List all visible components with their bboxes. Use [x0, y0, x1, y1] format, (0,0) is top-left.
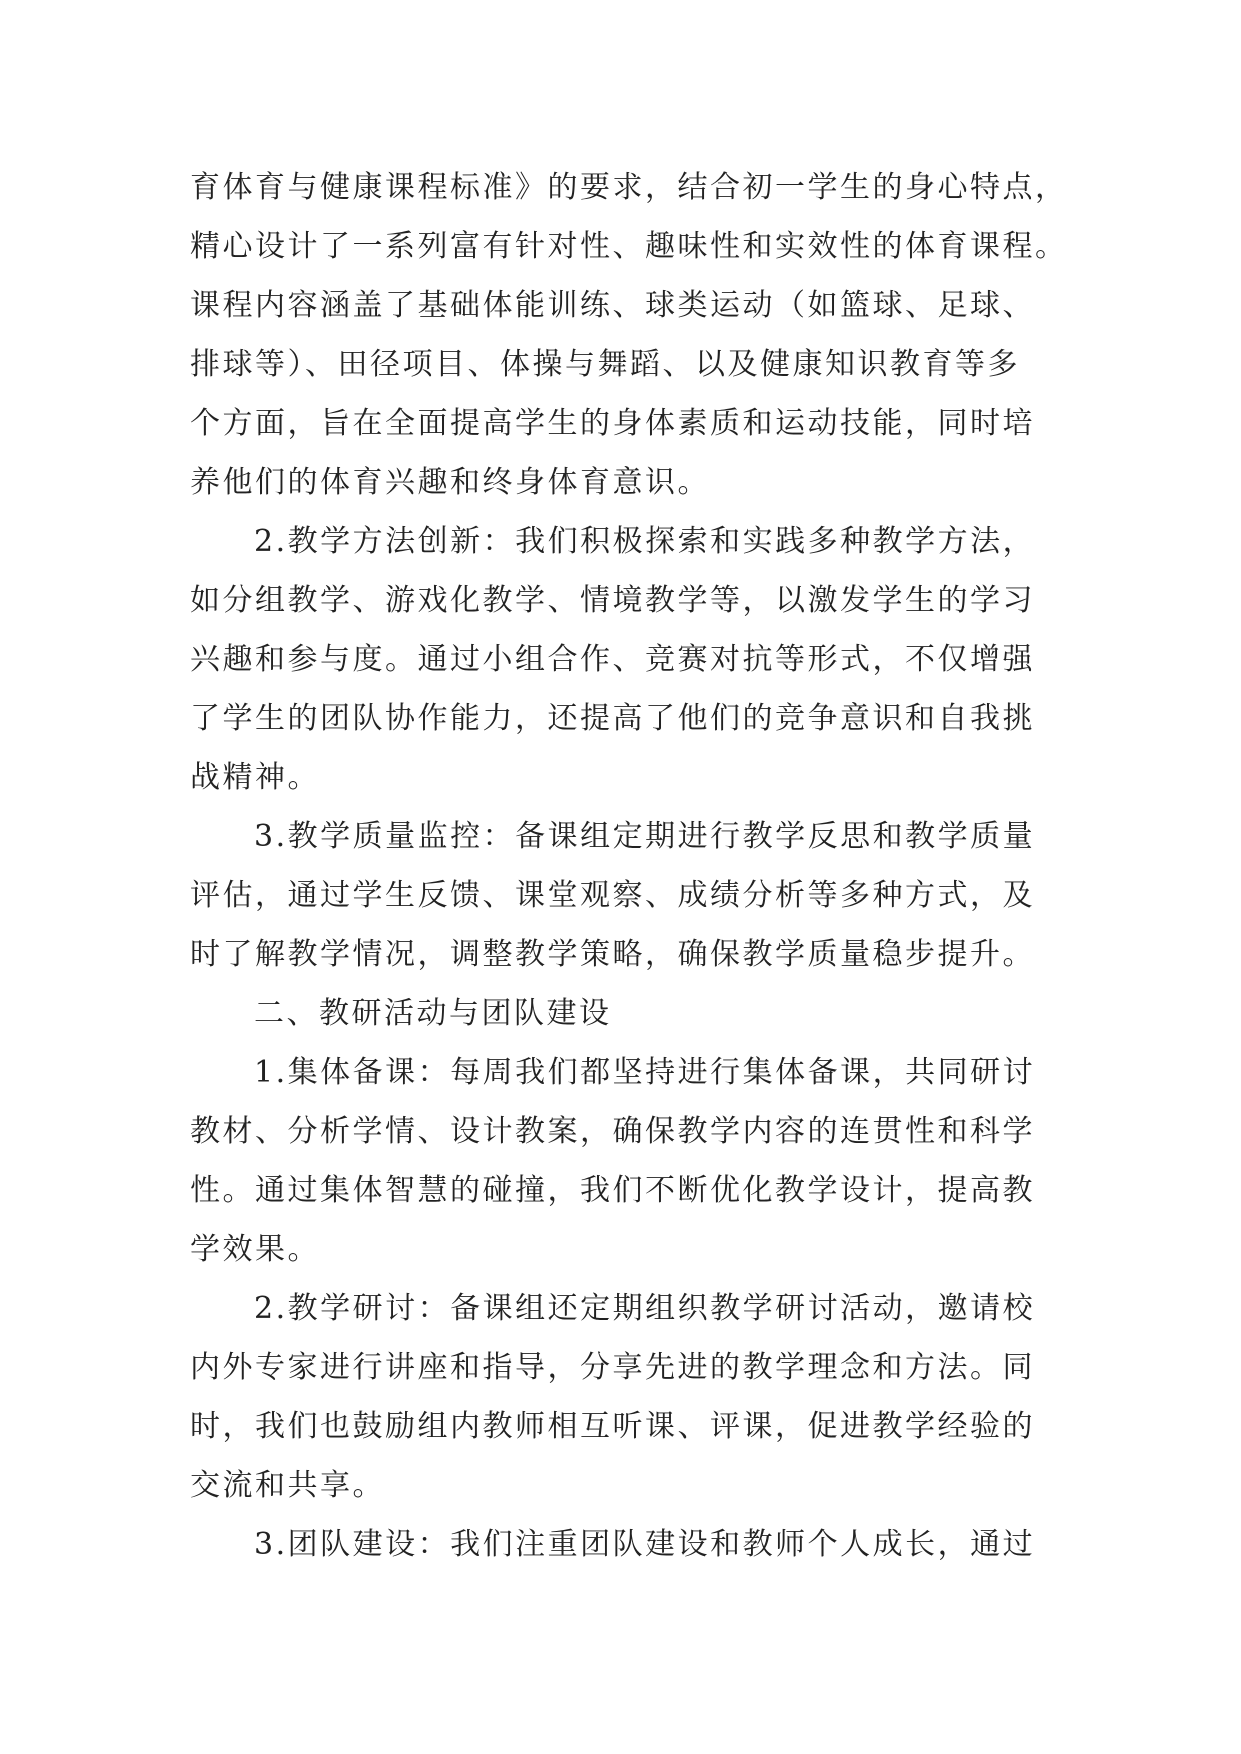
text-line: 学效果。	[190, 1232, 320, 1267]
text-line: 兴趣和参与度。通过小组合作、竞赛对抗等形式，不仅增强	[190, 642, 1035, 677]
text-line: 内外专家进行讲座和指导，分享先进的教学理念和方法。同	[190, 1350, 1035, 1385]
text-line: 时了解教学情况，调整教学策略，确保教学质量稳步提升。	[190, 937, 1035, 972]
text-line: 了学生的团队协作能力，还提高了他们的竞争意识和自我挑	[190, 701, 1035, 736]
paragraph-start: 2.教学方法创新：我们积极探索和实践多种教学方法，	[254, 524, 1036, 559]
text-line: 战精神。	[190, 760, 320, 795]
text-line: 排球等）、田径项目、体操与舞蹈、以及健康知识教育等多	[190, 347, 1020, 382]
document-body	[190, 158, 1090, 1574]
text-line: 如分组教学、游戏化教学、情境教学等，以激发学生的学习	[190, 583, 1035, 618]
text-line: 个方面，旨在全面提高学生的身体素质和运动技能，同时培	[190, 406, 1035, 441]
text-line: 课程内容涵盖了基础体能训练、球类运动（如篮球、足球、	[190, 288, 1035, 323]
paragraph-start: 3.团队建设：我们注重团队建设和教师个人成长，通过	[254, 1527, 1036, 1562]
text-line: 评估，通过学生反馈、课堂观察、成绩分析等多种方式，及	[190, 878, 1035, 913]
paragraph-start: 3.教学质量监控：备课组定期进行教学反思和教学质量	[254, 819, 1036, 854]
section-heading: 二、教研活动与团队建设	[254, 996, 612, 1031]
text-line: 养他们的体育兴趣和终身体育意识。	[190, 465, 710, 500]
text-line: 精心设计了一系列富有针对性、趣味性和实效性的体育课程。	[190, 229, 1068, 264]
text-line: 育体育与健康课程标准》的要求，结合初一学生的身心特点，	[190, 170, 1068, 205]
text-line: 交流和共享。	[190, 1468, 385, 1503]
paragraph-start: 2.教学研讨：备课组还定期组织教学研讨活动，邀请校	[254, 1291, 1036, 1326]
paragraph-start: 1.集体备课：每周我们都坚持进行集体备课，共同研讨	[254, 1055, 1036, 1090]
text-line: 教材、分析学情、设计教案，确保教学内容的连贯性和科学	[190, 1114, 1035, 1149]
text-line: 时，我们也鼓励组内教师相互听课、评课，促进教学经验的	[190, 1409, 1035, 1444]
text-line: 性。通过集体智慧的碰撞，我们不断优化教学设计，提高教	[190, 1173, 1035, 1208]
